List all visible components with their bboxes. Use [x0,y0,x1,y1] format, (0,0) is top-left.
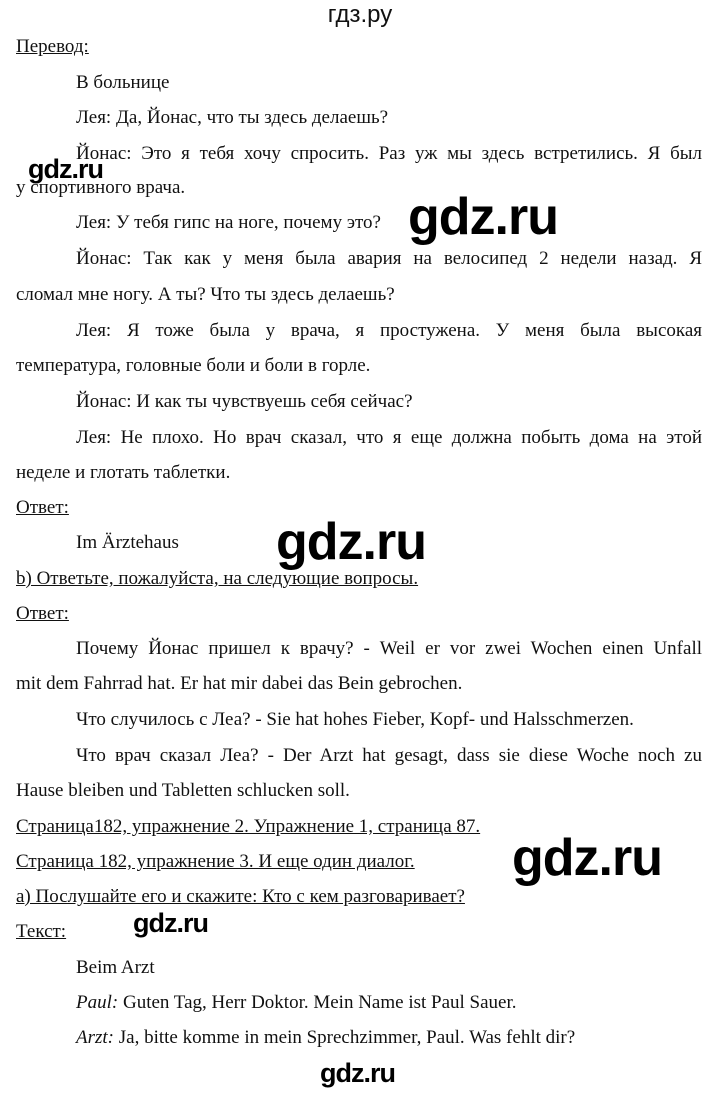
translation-line: Йонас: Это я тебя хочу спросить. Раз уж мы здесь встретились. Я был [76,143,702,164]
answer-line: Почему Йонас пришел к врачу? - Weil er vor zwei Wochen einen Unfall [76,638,702,659]
translation-line: Йонас: И как ты чувствуешь себя сейчас? [76,391,413,412]
translation-line: Лея: Я тоже была у врача, я простужена. У меня была высокая [76,320,702,341]
watermark: gdz.ru [320,1058,395,1088]
dialog-text: Guten Tag, Herr Doktor. Mein Name ist Paul Sauer. [118,992,517,1013]
translation-line: Лея: У тебя гипс на ноге, почему это? [76,212,381,233]
dialog-line [76,992,517,1014]
dialog-line [76,1027,575,1049]
translation-line: Лея: Не плохо. Но врач сказал, что я еще должна побыть дома на этой [76,427,702,448]
watermark: gdz.ru [28,154,103,184]
speaker: Arzt: [76,1027,114,1048]
answer-heading: Ответ: [16,497,69,518]
reference-line: Страница182, упражнение 2. Упражнение 1, страница 87. [16,816,481,837]
site-header: гдз.ру [327,1,393,28]
translation-line: у спортивного врача. [16,177,186,198]
answer-line: Hause bleiben und Tabletten schlucken soll. [16,780,350,801]
answer-line: Что случилось с Леа? - Sie hat hohes Fieber, Kopf- und Halsschmerzen. [76,709,634,730]
translation-line: Йонас: Так как у меня была авария на велосипед 2 недели назад. Я [76,248,702,269]
text-title: Beim Arzt [76,957,155,978]
answer-heading: Ответ: [16,603,69,624]
task-b-heading: b) Ответьте, пожалуйста, на следующие вопросы. [16,568,419,589]
reference-line: а) Послушайте его и скажите: Кто с кем разговаривает? [16,886,465,907]
answer-line: mit dem Fahrrad hat. Er hat mir dabei das Bein gebrochen. [16,673,463,694]
watermark: gdz.ru [408,188,558,246]
watermark: gdz.ru [512,829,662,887]
translation-heading: Перевод: [16,36,89,57]
watermark: gdz.ru [133,908,208,938]
translation-line: Лея: Да, Йонас, что ты здесь делаешь? [76,107,389,128]
reference-line: Страница 182, упражнение 3. И еще один диалог. [16,851,415,872]
dialog-text: Ja, bitte komme in mein Sprechzimmer, Paul. Was fehlt dir? [114,1027,576,1048]
speaker: Paul: [76,992,119,1013]
translation-line: неделе и глотать таблетки. [16,462,231,483]
translation-line: температура, головные боли и боли в горле. [16,355,371,376]
answer-line: Что врач сказал Леа? - Der Arzt hat gesagt, dass sie diese Woche noch zu [76,745,702,766]
answer-text: Im Ärztehaus [76,532,179,553]
translation-line: сломал мне ногу. А ты? Что ты здесь делаешь? [16,284,395,305]
translation-title: В больнице [76,72,170,93]
text-heading: Текст: [16,921,67,942]
watermark: gdz.ru [276,513,426,571]
